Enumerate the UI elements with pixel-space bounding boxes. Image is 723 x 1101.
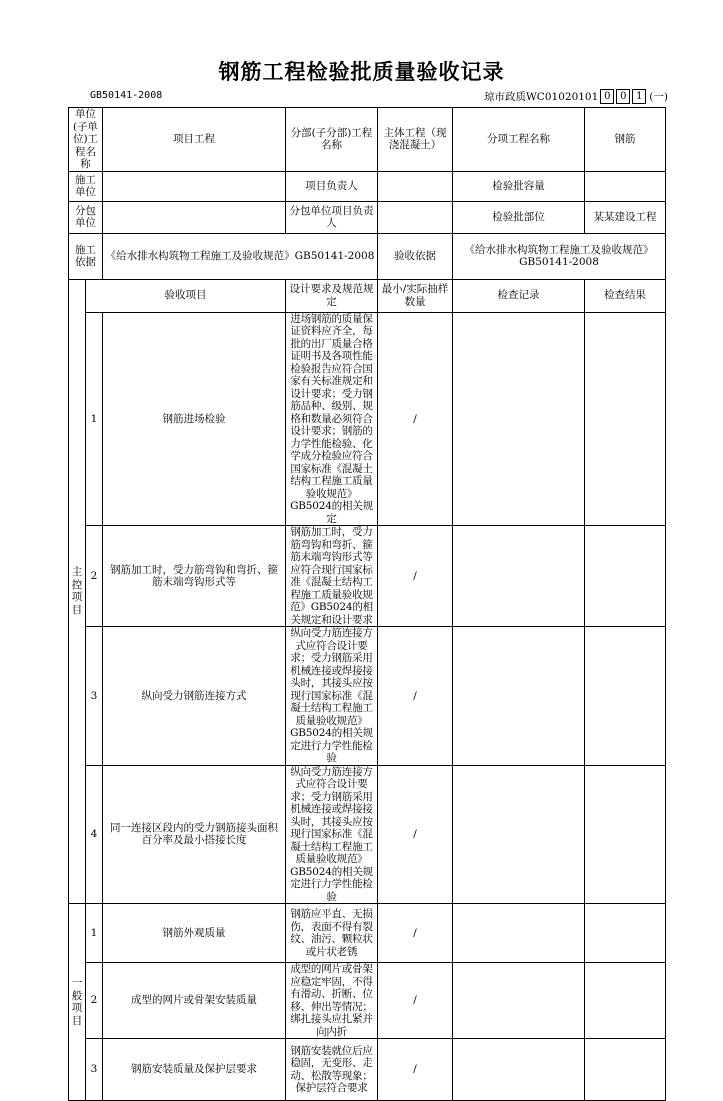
page-title: 钢筋工程检验批质量验收记录 — [218, 60, 505, 84]
basis-value: 《给水排水构筑物工程施工及验收规范》GB50141-2008 — [103, 233, 378, 279]
item-result — [585, 1039, 666, 1101]
item-number: 3 — [86, 627, 103, 766]
item-spec: 钢筋安装就位后应稳固，无变形、走动、松散等现象；保护层符合要求 — [286, 1039, 378, 1101]
table-row — [69, 904, 666, 963]
item-record — [453, 526, 585, 627]
basis-label: 施工依据 — [69, 233, 103, 279]
item-name: 纵向受力钢筋连接方式 — [103, 627, 286, 766]
column-header-item: 验收项目 — [86, 279, 286, 312]
subitem-label: 分项工程名称 — [453, 108, 585, 172]
item-sample: / — [378, 627, 453, 766]
item-sample: / — [378, 526, 453, 627]
batch-location-label: 检验批部位 — [453, 201, 585, 233]
item-sample: / — [378, 963, 453, 1039]
acceptance-basis-value: 《给水排水构筑物工程施工及验收规范》GB50141-2008 — [453, 233, 666, 279]
item-result — [585, 765, 666, 904]
division-value: 主体工程（现浇混凝土） — [378, 108, 453, 172]
sub-manager-value — [378, 201, 453, 233]
item-result — [585, 312, 666, 526]
main-control-group-label: 主 控 项 目 — [69, 279, 86, 904]
item-record — [453, 627, 585, 766]
item-spec: 纵向受力筋连接方式应符合设计要求；受力钢筋采用机械连接或焊接接头时，其接头应按现行国家标准《混凝土结构工程施工质量验收规范》GB5024的相关规定进行力学性能检验 — [286, 765, 378, 904]
unit-label: 单位(子单位)工程名称 — [69, 108, 103, 172]
document-code-box: 1 — [632, 89, 646, 104]
table-row — [69, 963, 666, 1039]
item-name: 钢筋安装质量及保护层要求 — [103, 1039, 286, 1101]
project-manager-label: 项目负责人 — [286, 171, 378, 201]
item-number: 1 — [86, 904, 103, 963]
document-code-prefix: 琼市政质WC01020101 — [484, 91, 599, 103]
item-spec: 进场钢筋的质量保证资料应齐全，每批的出厂质量合格证明书及各项性能检验报告应符合国家有关标准规定和设计要求；受力钢筋品种、级别、规格和数量必须符合设计要求；钢筋的力学性能检验、化学成分检验应符合国家标准《混凝土结构工程施工质量验收规范》GB5024的相关规定 — [286, 312, 378, 526]
acceptance-basis-label: 验收依据 — [378, 233, 453, 279]
item-name: 钢筋外观质量 — [103, 904, 286, 963]
item-spec: 钢筋加工时，受力筋弯钩和弯折、箍筋末端弯钩形式等应符合现行国家标准《混凝土结构工程施工质量验收规范》GB5024的相关规定和设计要求 — [286, 526, 378, 627]
batch-location-value: 某某建设工程 — [585, 201, 666, 233]
item-result — [585, 526, 666, 627]
table-row — [69, 627, 666, 766]
unit-value: 项目工程 — [103, 108, 286, 172]
item-name: 成型的网片或骨架安装质量 — [103, 963, 286, 1039]
subitem-value: 钢筋 — [585, 108, 666, 172]
division-label: 分部(子分部)工程名称 — [286, 108, 378, 172]
item-record — [453, 765, 585, 904]
item-result — [585, 627, 666, 766]
table-row — [69, 526, 666, 627]
item-sample: / — [378, 765, 453, 904]
item-record — [453, 963, 585, 1039]
item-number: 2 — [86, 963, 103, 1039]
table-row — [69, 312, 666, 526]
item-record — [453, 904, 585, 963]
item-name: 同一连接区段内的受力钢筋接头面积百分率及最小搭接长度 — [103, 765, 286, 904]
table-row — [69, 765, 666, 904]
construction-unit-value — [103, 171, 286, 201]
item-record — [453, 312, 585, 526]
item-number: 3 — [86, 1039, 103, 1101]
standard-code: GB50141-2008 — [90, 90, 163, 101]
general-group-label: 一 般 项 目 — [69, 904, 86, 1101]
column-header-sample: 最小/实际抽样数量 — [378, 279, 453, 312]
item-spec: 纵向受力筋连接方式应符合设计要求；受力钢筋采用机械连接或焊接接头时，其接头应按现行国家标准《混凝土结构工程施工质量验收规范》GB5024的相关规定进行力学性能检验 — [286, 627, 378, 766]
document-code-box: 0 — [600, 89, 614, 104]
batch-capacity-value — [585, 171, 666, 201]
document-code-box: 0 — [616, 89, 630, 104]
item-spec: 钢筋应平直、无损伤，表面不得有裂纹、油污、颗粒状或片状老锈 — [286, 904, 378, 963]
item-number: 1 — [86, 312, 103, 526]
construction-unit-label: 施工单位 — [69, 171, 103, 201]
column-header-record: 检查记录 — [453, 279, 585, 312]
column-header-result: 检查结果 — [585, 279, 666, 312]
item-sample: / — [378, 312, 453, 526]
inspection-table — [68, 107, 666, 1101]
document-code — [484, 89, 668, 104]
item-sample: / — [378, 904, 453, 963]
sub-manager-label: 分包单位项目负责人 — [286, 201, 378, 233]
item-name: 钢筋加工时，受力筋弯钩和弯折、箍筋末端弯钩形式等 — [103, 526, 286, 627]
item-sample: / — [378, 1039, 453, 1101]
batch-capacity-label: 检验批容量 — [453, 171, 585, 201]
item-number: 2 — [86, 526, 103, 627]
project-manager-value — [378, 171, 453, 201]
item-spec: 成型的网片或骨架应稳定牢固，不得有滑动、折断、位移、伸出等情况；绑扎接头应扎紧并向内折 — [286, 963, 378, 1039]
item-name: 钢筋进场检验 — [103, 312, 286, 526]
table-row — [69, 1039, 666, 1101]
subcontractor-value — [103, 201, 286, 233]
item-result — [585, 904, 666, 963]
item-number: 4 — [86, 765, 103, 904]
document-code-suffix: (一) — [649, 91, 668, 103]
item-record — [453, 1039, 585, 1101]
column-header-design: 设计要求及规范规定 — [286, 279, 378, 312]
subcontractor-label: 分包单位 — [69, 201, 103, 233]
item-result — [585, 963, 666, 1039]
